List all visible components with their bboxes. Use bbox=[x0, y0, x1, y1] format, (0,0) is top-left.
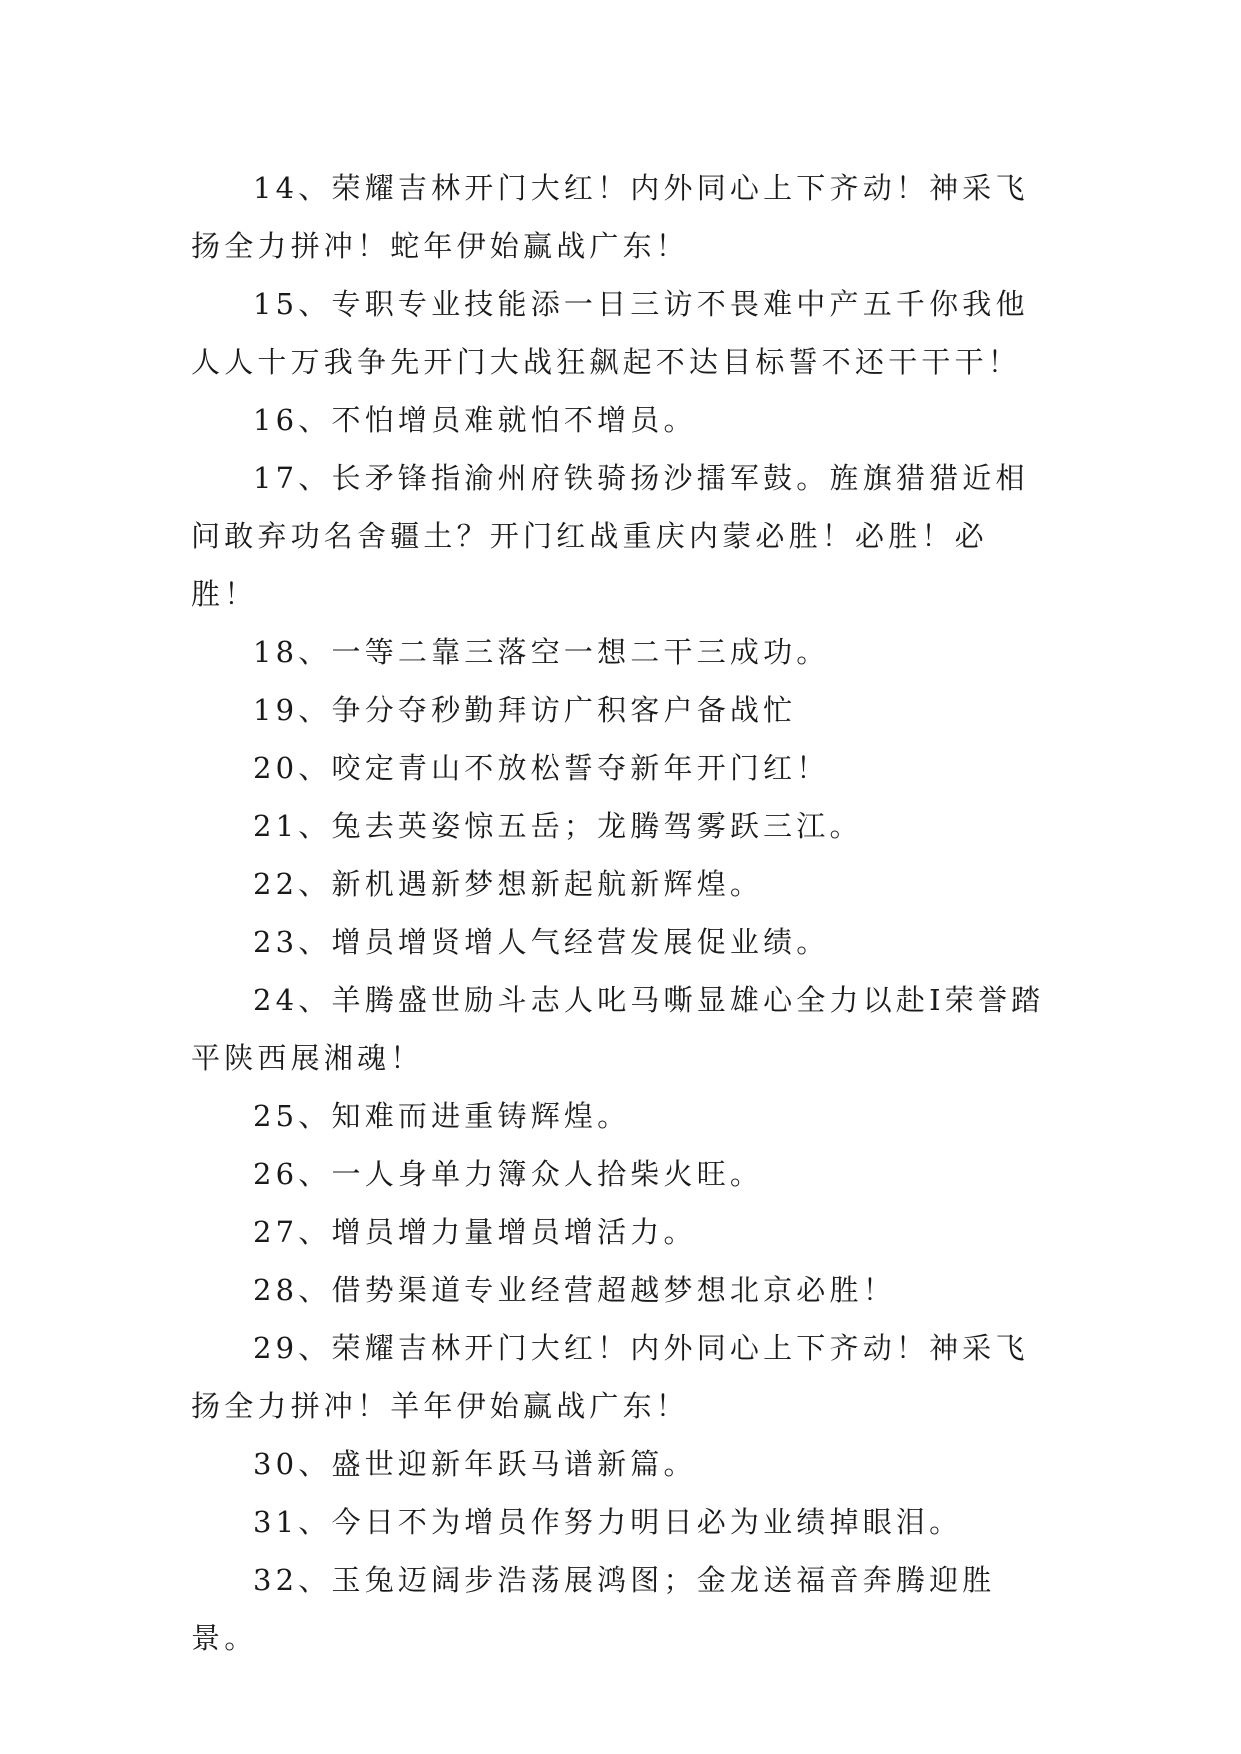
paragraph-23: 23、增员增贤增人气经营发展促业绩。 bbox=[253, 925, 830, 959]
paragraph-14: 14、荣耀吉林开门大红！内外同心上下齐动！神采飞扬全力拼冲！蛇年伊始赢战广东！ bbox=[191, 171, 1029, 263]
paragraph-17: 17、长矛锋指渝州府铁骑扬沙擂军鼓。旌旗猎猎近相问敢弃功名舍疆土？开门红战重庆内蒙必胜！必胜！必胜！ bbox=[191, 461, 1029, 611]
paragraph-32: 32、玉兔迈阔步浩荡展鸿图；金龙送福音奔腾迎胜景。 bbox=[191, 1563, 996, 1655]
paragraph-20: 20、咬定青山不放松誓夺新年开门红！ bbox=[253, 751, 830, 785]
paragraph-28: 28、借势渠道专业经营超越梦想北京必胜！ bbox=[253, 1273, 896, 1307]
paragraph-25: 25、知难而进重铸辉煌。 bbox=[253, 1099, 631, 1133]
paragraph-15: 15、专职专业技能添一日三访不畏难中产五千你我他人人十万我争先开门大战狂飙起不达目标誓不还干干干！ bbox=[191, 287, 1029, 379]
paragraph-30: 30、盛世迎新年跃马谱新篇。 bbox=[253, 1447, 697, 1481]
paragraph-18: 18、一等二靠三落空一想二干三成功。 bbox=[253, 635, 830, 669]
paragraph-22: 22、新机遇新梦想新起航新辉煌。 bbox=[253, 867, 764, 901]
paragraph-31: 31、今日不为增员作努力明日必为业绩掉眼泪。 bbox=[253, 1505, 963, 1539]
document-body bbox=[191, 159, 1051, 1667]
paragraph-19: 19、争分夺秒勤拜访广积客户备战忙 bbox=[253, 693, 797, 727]
paragraph-16: 16、不怕增员难就怕不增员。 bbox=[253, 403, 697, 437]
paragraph-27: 27、增员增力量增员增活力。 bbox=[253, 1215, 697, 1249]
paragraph-21: 21、兔去英姿惊五岳；龙腾驾雾跃三江。 bbox=[253, 809, 863, 843]
paragraph-26: 26、一人身单力簿众人拾柴火旺。 bbox=[253, 1157, 764, 1191]
paragraph-24: 24、羊腾盛世励斗志人叱马嘶显雄心全力以赴I荣誉踏平陕西展湘魂！ bbox=[191, 983, 1045, 1075]
paragraph-29: 29、荣耀吉林开门大红！内外同心上下齐动！神采飞扬全力拼冲！羊年伊始赢战广东！ bbox=[191, 1331, 1029, 1423]
